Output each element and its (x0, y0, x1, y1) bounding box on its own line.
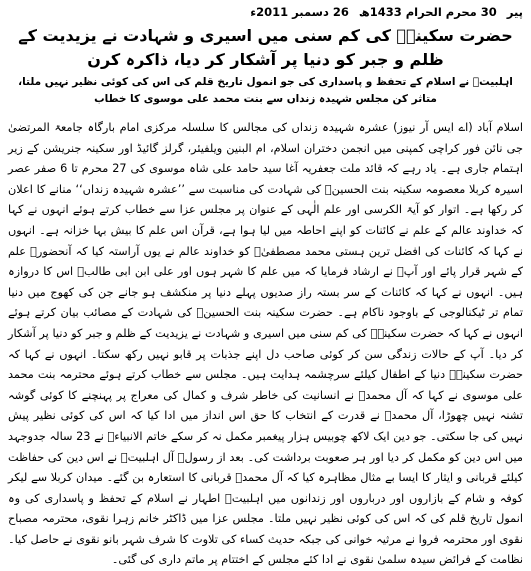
article-subheadline: اہلبیتؑ نے اسلام کے تحفظ و پاسداری کی جو انمول تاریخ قلم کی اس کی کوئی نظیر نہیں ملتا، متاثر کن مجلس شہیدہ زنداں سے بنت محمد علی موسوی کا خطاب (18, 76, 513, 105)
dateline-hijri-date: 30 محرم الحرام 1433ھ (358, 5, 497, 19)
dateline-weekday: پیر (506, 5, 523, 19)
article-headline: حضرت سکینہؑ کی کم سنی میں اسیری و شہادت نے یزیدیت کے ظلم و جبر کو دنیا پر آشکار کر دیا، ذاکرہ کرن (18, 26, 513, 69)
dateline (6, 4, 523, 20)
article-body: اسلام آباد (اے ایس آر نیوز) عشرہ شہیدہ زنداں کی مجالس کا سلسلہ مرکزی امام بارگاہ جامعۃ المرتضیٰ جی نائن فور کراچی کمپنی میں انجمن دختران اسلام، ام البنین ویلفیئر، گرلز گائیڈ اور سکینہ جنریشن کے زیر اہتمام جاری ہے۔ یاد رہے کہ قائد ملت جعفریہ آغا سید حامد علی شاہ موسوی کی 27 محرم تا 6 صفر عصر اسیرہ کربلا معصومہ سکینہ بنت الحسینؑ کی شہادت کی مناسبت سے ’’عشرہ شہیدہ زنداں‘‘ منانے کا اعلان کر رکھا ہے۔ اتوار کو آیۃ الکرسی اور علم الٰہی کے عنوان پر مجلس عزا سے خطاب کرتے ہوئے انہوں نے کہا کہ خداوند عالم کے علم نے کائنات کو اپنے احاطہ میں لیا ہوا ہے، قرآن اس علم کا بیش بہا خزانہ ہے۔ انہوں نے کہا کہ کائنات کی افضل ترین ہستی محمد مصطفیٰؐ کو خداوند عالم نے یوں آراستہ کیا کہ آنحضورؐ علم کے شہر قرار پائے اور آپؐ نے ارشاد فرمایا کہ میں علم کا شہر ہوں اور علی ابن ابی طالبؑ اس کا دروازہ ہیں۔ انہوں نے کہا کہ کائنات کے سر بستہ راز صدیوں پہلے دنیا پر منکشف ہو جانے جن کی کھوج میں دنیا تمام تر ٹیکنالوجی کے باوجود ناکام ہے۔ حضرت سکینہ بنت الحسینؑ کی شہادت کے مصائب بیان کرتے ہوئے انہوں نے کہا کہ حضرت سکینہؑ کی کم سنی میں اسیری و شہادت نے یزیدیت کے ظلم و جبر کو دنیا پر آشکار کر دیا۔ آپ کے حالات زندگی سن کر کوئی صاحب دل اپنے جذبات پر قابو نہیں رکھ سکتا۔ انہوں نے کہا کہ حضرت سکینہؑ دنیا کے اطفال کیلئے سرچشمہ ہدایت ہیں۔ مجلس سے خطاب کرتے ہوئے محترمہ بنت محمد علی موسوی نے کہا کہ آل محمدؑ نے انسانیت کی خاطر شرف و کمال کی معراج پر پہنچنے کا کوئی گوشہ تشنہ نہیں چھوڑا، آل محمدؐ نے قدرت کے انتخاب کا حق اس انداز میں ادا کیا کہ اس کی کوئی نظیر پیش نہیں کی جا سکتی۔ جو دین ایک لاکھ چوبیس ہزار پیغمبر مکمل نہ کر سکے خاتم الانبیاءؐ نے 23 سالہ جدوجہد میں اس دین کو مکمل کر دیا اور ہر صعوبت برداشت کی۔ بعد از رسولؐ آل اہلبیتؑ نے اس دین کی حفاظت کیلئے قربانی و ایثار کا ایسا بے مثال مظاہرہ کیا کہ آل محمدؐ قربانی کا استعارہ بن گئے۔ میدان کربلا سے لیکر کوفہ و شام کے بازاروں اور درباروں اور زندانوں میں اہلبیتؑ اطہار نے اسلام کے تحفظ و پاسداری کی وہ انمول تاریخ قلم کی کہ اس کی کوئی نظیر نہیں ملتا۔ مجلس عزا میں ڈاکٹر خانم زہرا نقوی، محترمہ مصباح نقوی اور محترمہ فروا نے مرثیہ خوانی کی جبکہ حدیث کساء کی تلاوت کا شرف شہر بانو نقوی نے حاصل کیا۔ نظامت کے فرائض سیدہ سلمیٰ نقوی نے ادا کئے مجلس کے اختتام پر ماتم داری کی گئی۔ (8, 121, 524, 567)
dateline-gregorian-date: 26 دسمبر 2011ء (250, 5, 349, 19)
